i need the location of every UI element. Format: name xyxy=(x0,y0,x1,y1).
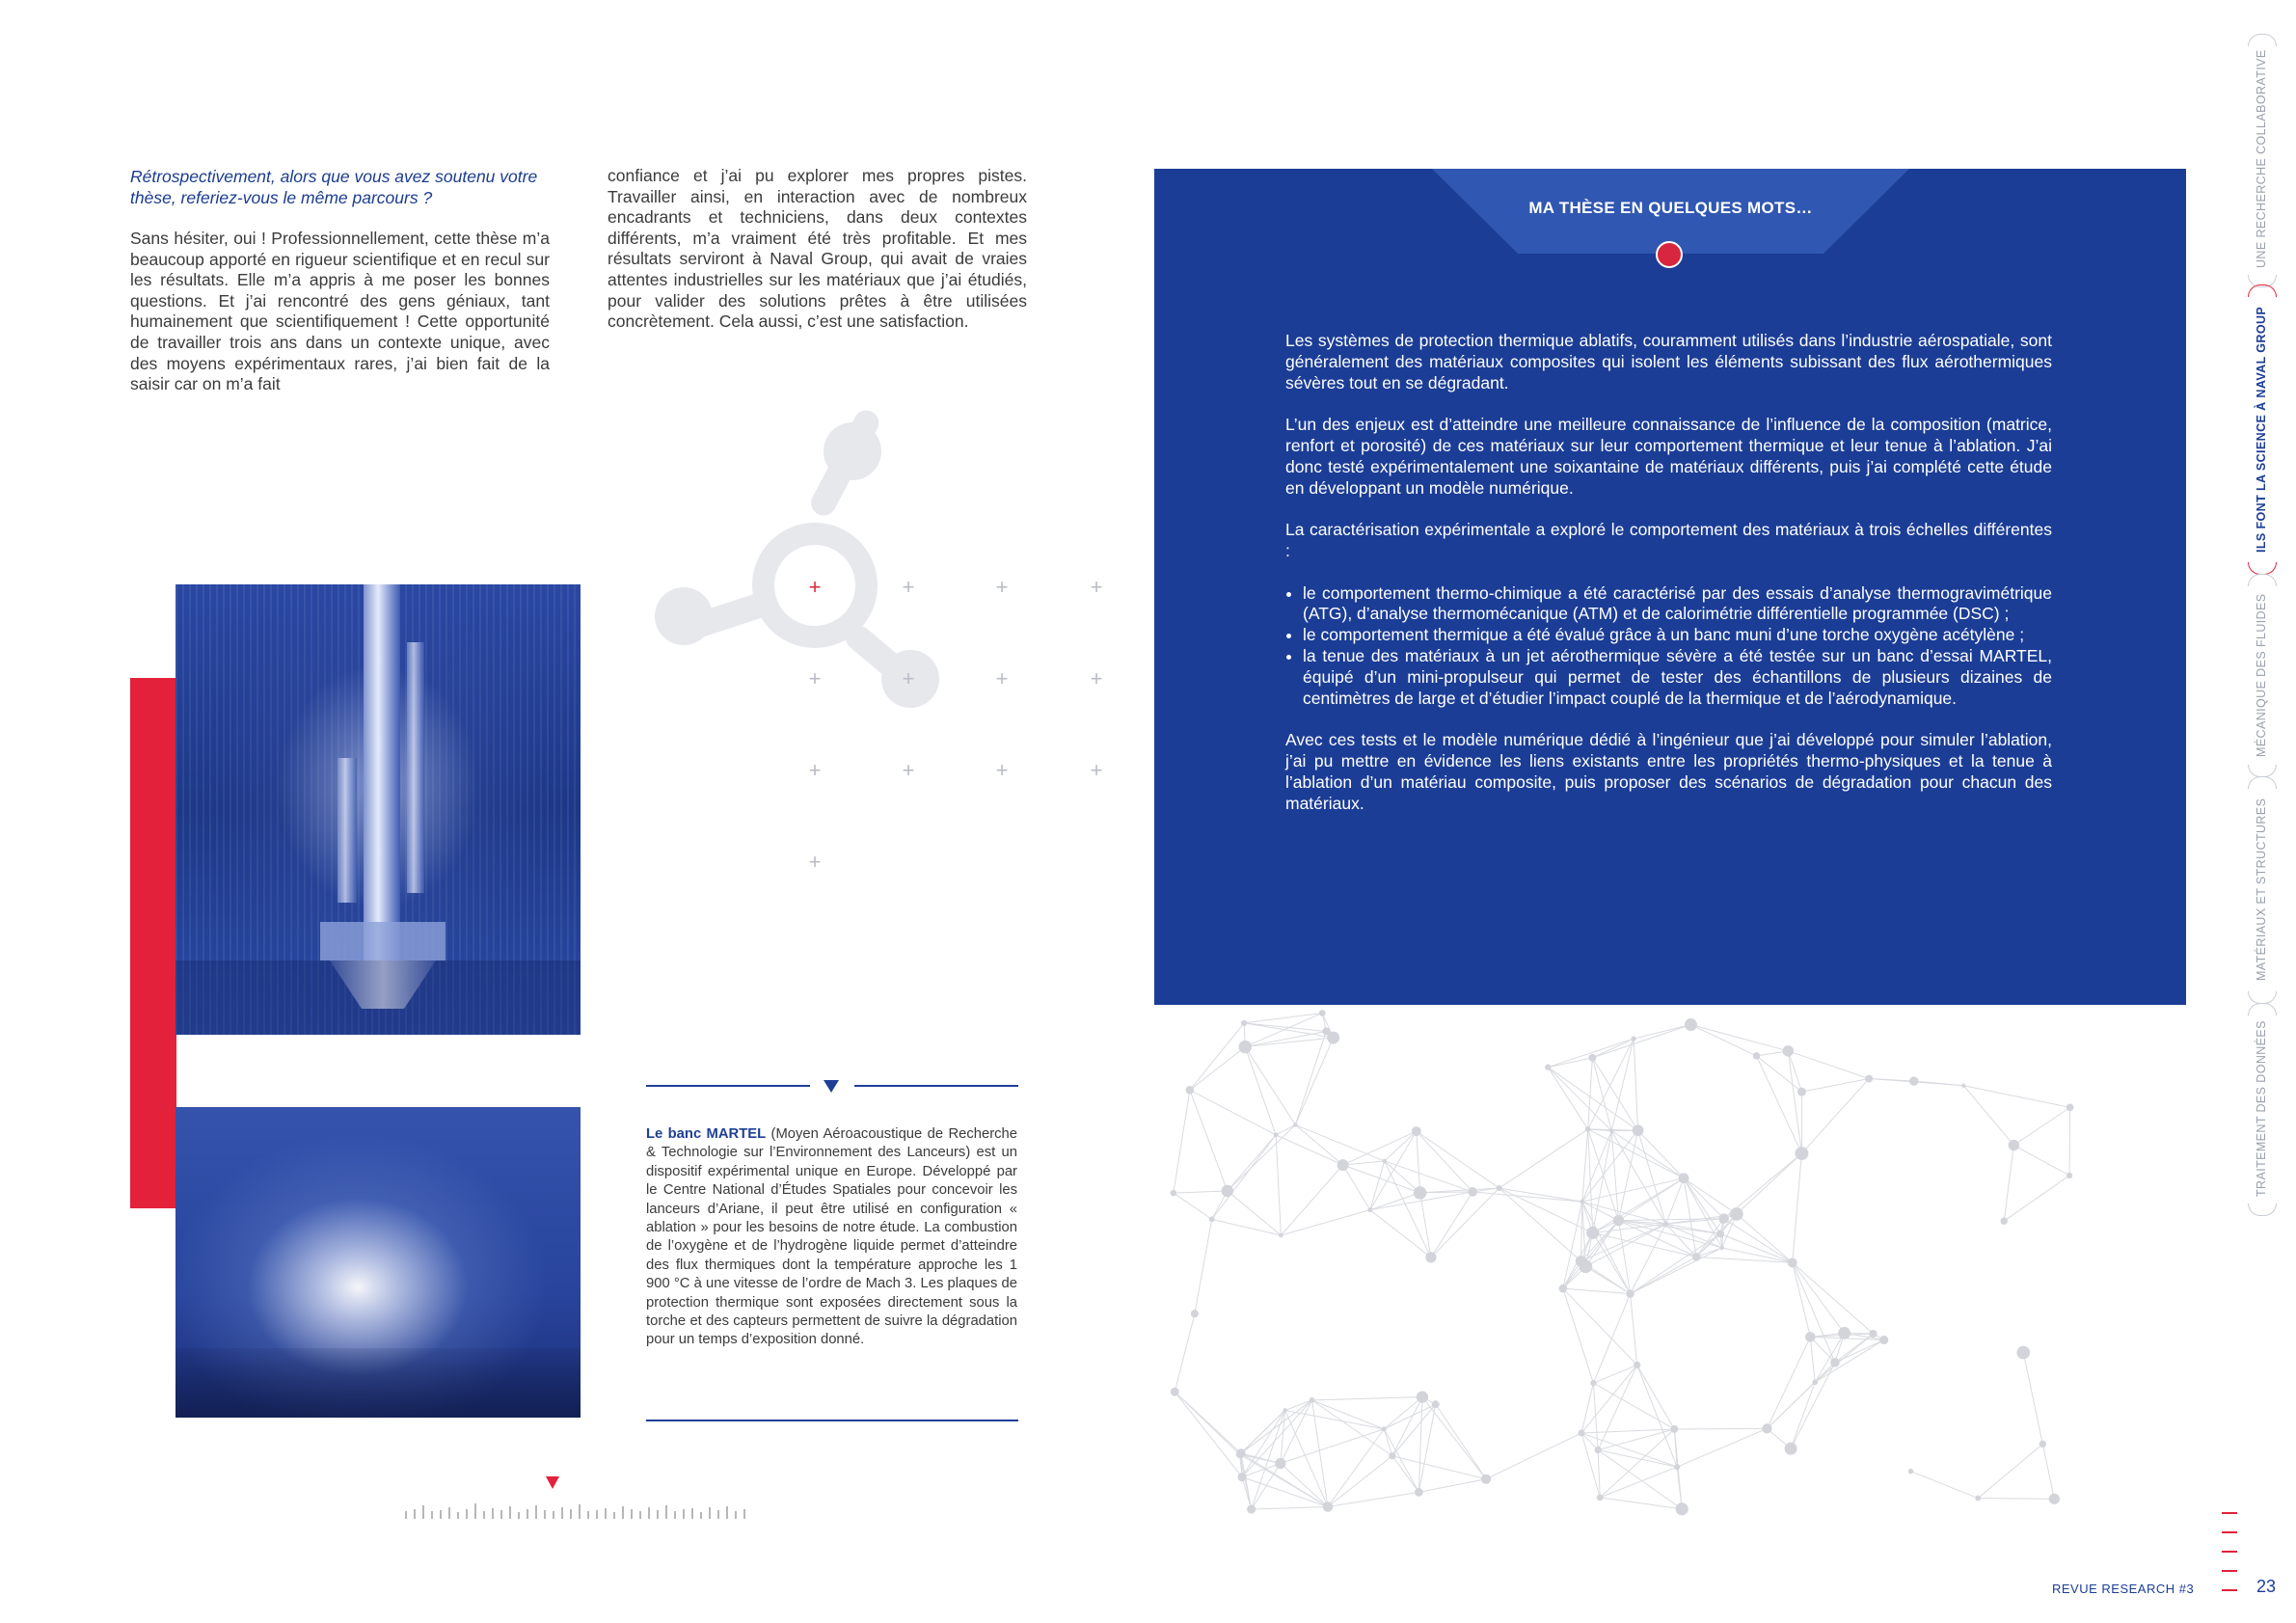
caption-bold-lead: Le banc MARTEL xyxy=(646,1126,767,1142)
torch-test-photo xyxy=(176,1107,581,1418)
caption-rule-right xyxy=(854,1085,1018,1087)
list-item: • le comportement thermique a été évalué grâce à un banc muni d’une torche oxygène acétylène ; xyxy=(1303,625,2052,646)
publication-title: REVUE RESEARCH #3 xyxy=(2052,1582,2195,1596)
box-paragraph-4: Avec ces tests et le modèle numérique dédié à l’ingénieur que j’ai développé pour simuler l’ablation, j’ai pu mettre en évidence les liens existants entre les propriétés thermo-physiques et la tenue à l’ablation d’un matériau composite, puis proposer des scénarios de dégradation pour chacun des matériaux. xyxy=(1285,730,2052,813)
box-paragraph-2: L’un des enjeux est d’atteindre une meilleure connaissance de l’influence de la composition (matrice, renfort et porosité) de ces matériaux sur leur comportement thermique et leur tenue à l’ablation. J’ai donc testé expérimentalement une soixantaine de matériaux différents, puis j’ai complété cette étude en développant un modèle numérique. xyxy=(1285,415,2052,498)
side-nav-item-donnees[interactable]: TRAITEMENT DES DONNÉES xyxy=(2255,1020,2268,1198)
answer-column-2: confiance et j’ai pu explorer mes propres pistes. Travailler ainsi, en interaction avec de nombreux encadrants et techniciens, dans deux contextes différents, m’a vraiment été très profitable. Et mes résultats serviront à Naval Group, qui avait de vraies attentes industrielles sur les matériaux que j’ai étudiés, pour valider des solutions prêtes à être utilisées concrètement. Cela aussi, c’est une satisfaction. xyxy=(608,166,1027,332)
side-nav-item-collaborative[interactable]: UNE RECHERCHE COLLABORATIVE xyxy=(2255,49,2268,269)
page-number: 23 xyxy=(2256,1577,2277,1596)
martel-bench-photo xyxy=(176,584,581,1035)
box-title: MA THÈSE EN QUELQUES MOTS… xyxy=(1528,199,1813,217)
caption-body: (Moyen Aéroacoustique de Recherche & Technologie sur l’Environnement des Lanceurs) est un dispositif expérimental unique en Europe. Développé par le Centre National d’Études Spatiales pour concevoir les lanceurs d’Ariane, il peut être utilisé en configuration « ablation » pour les besoins de notre étude. La combustion de l’oxygène et de l’hydrogène liquide permet d’atteindre des flux thermiques dont la température approche les 1 900 °C à une vitesse de l’ordre de Mach 3. Les plaques de protection thermique sont exposées directement sous la torche et des capteurs permettent de suivre la dégradation pour un temps d’exposition donné. xyxy=(646,1126,1018,1348)
martel-caption xyxy=(646,1125,1017,1350)
network-graph-decoration xyxy=(1109,993,2179,1533)
caption-rule-left xyxy=(646,1085,810,1087)
ruler-decoration xyxy=(405,1500,752,1519)
box-bullet-list xyxy=(1285,583,2052,710)
box-paragraph-3: La caractérisation expérimentale a exploré le comportement des matériaux à trois échelles différentes : xyxy=(1285,520,2052,560)
caption-triangle-marker xyxy=(824,1080,839,1093)
list-item: • la tenue des matériaux à un jet aérothermique sévère a été testée sur un banc d’essai MARTEL, équipé d’un mini-propulseur qui permet de tester des échantillons de plusieurs dizaines de centimètres de large et d’étudier l’impact couplé de la thermique et de l’aérodynamique. xyxy=(1303,646,2052,709)
side-nav-item-materiaux[interactable]: MATÉRIAUX ET STRUCTURES xyxy=(2255,798,2268,982)
logo-badge-icon xyxy=(1656,241,1683,268)
caption-rule-bottom xyxy=(646,1420,1018,1421)
interview-question: Rétrospectivement, alors que vous avez soutenu votre thèse, referiez-vous le même parcours ? xyxy=(130,167,538,207)
answer-column-1: Sans hésiter, oui ! Professionnellement, cette thèse m’a beaucoup apporté en rigueur scientifique et en recul sur les résultats. Elle m’a appris à me poser les bonnes questions. Et j’ai rencontré des gens géniaux, tant humainement que scientifiquement ! Cette opportunité de travailler trois ans dans un contexte unique, avec des moyens expérimentaux rares, j’ai bien fait de la saisir car on m’a fait xyxy=(130,229,550,394)
list-item: • le comportement thermo-chimique a été caractérisé par des essais d’analyse thermogravimétrique (ATG), d’analyse thermomécanique (ATM) et de calorimétrie différentielle programmée (DSC) ; xyxy=(1303,583,2052,626)
box-body xyxy=(1285,331,2052,835)
box-paragraph-1: Les systèmes de protection thermique ablatifs, couramment utilisés dans l’industrie aérospatiale, sont généralement des matériaux composites qui isolent les éléments subissant des flux aérothermiques sévères tout en se dégradant. xyxy=(1285,331,2052,392)
ruler-marker-triangle xyxy=(546,1476,559,1489)
side-nav-item-fluides[interactable]: MÉCANIQUE DES FLUIDES xyxy=(2255,593,2268,757)
side-nav-item-naval-group[interactable]: ILS FONT LA SCIENCE À NAVAL GROUP xyxy=(2255,306,2268,553)
